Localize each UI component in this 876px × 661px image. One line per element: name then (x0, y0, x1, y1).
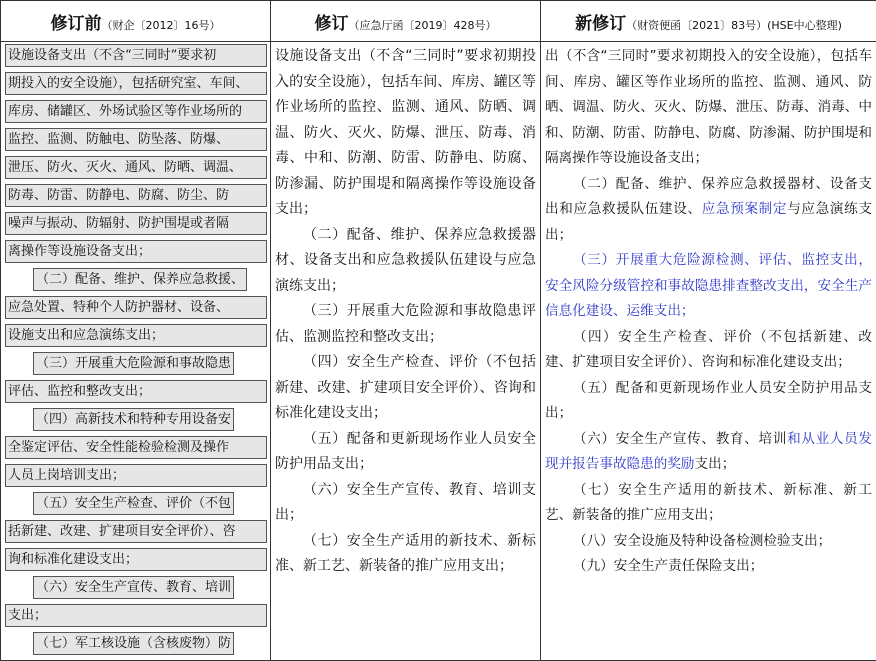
revision-para: （五）配备和更新现场作业人员安全防护用品支出； (275, 427, 536, 478)
before-text-line: 设施设备支出（不含“三同时”要求初 (5, 44, 267, 67)
header-revision (271, 1, 541, 42)
revision-para: （三）开展重大危险源和事故隐患评估、监测监控和整改支出； (275, 299, 536, 350)
before-text-line: 期投入的安全设施），包括研究室、车间、 (5, 72, 267, 95)
before-text-line: 库房、储罐区、外场试验区等作业场所的 (5, 100, 267, 123)
new-para-4: （四）安全生产检查、评价（不包括新建、改建、扩建项目安全评价）、咨询和标准化建设支出； (545, 325, 872, 376)
header-new-revision (541, 1, 876, 42)
before-text-line: （五）安全生产检查、评价（不包 (33, 492, 234, 515)
header-sub: （财企〔2012〕16号） (102, 19, 221, 32)
new-para-7: （七）安全生产适用的新技术、新标准、新工艺、新装备的推广应用支出； (545, 478, 872, 529)
header-sub: （应急厅函〔2019〕428号） (349, 19, 497, 32)
new-para-1: 出（不含“三同时”要求初期投入的安全设施），包括车间、库房、罐区等作业场所的监控、监测、通风、防晒、调温、防火、灭火、防爆、泄压、防毒、消毒、中和、防潮、防雷、防静电、防腐、防渗漏、防护围堤和隔离操作等设施设备支出； (545, 44, 872, 172)
before-text-line: （三）开展重大危险源和事故隐患 (33, 352, 234, 375)
header-sub: （财资便函〔2021〕83号）(HSE中心整理) (626, 19, 842, 32)
revision-para: （二）配备、维护、保养应急救援器材、设备支出和应急救援队伍建设与应急演练支出； (275, 223, 536, 300)
before-text-line: 询和标准化建设支出； (5, 548, 267, 571)
highlight-added: 和从业人员发现并报告事故隐患的奖励 (545, 431, 872, 473)
before-text-line: （六）安全生产宣传、教育、培训 (33, 576, 234, 599)
new-para-5: （五）配备和更新现场作业人员安全防护用品支出； (545, 376, 872, 427)
header-main: 修订前 (51, 14, 102, 34)
before-text-line: 人员上岗培训支出； (5, 464, 267, 487)
header-row (1, 1, 876, 42)
new-para-3: （三）开展重大危险源检测、评估、监控支出，安全风险分级管控和事故隐患排查整改支出，安全生产信息化建设、运维支出； (545, 248, 872, 325)
highlight-added: 应急预案制定 (702, 201, 787, 217)
before-text-line: 噪声与振动、防辐射、防护围堤或者隔 (5, 212, 267, 235)
before-text-line: 泄压、防火、灭火、通风、防晒、调温、 (5, 156, 267, 179)
before-text-line: 全鉴定评估、安全性能检验检测及操作 (5, 436, 267, 459)
header-main: 新修订 (575, 14, 626, 34)
before-text-line: （四）高新技术和特种专用设备安 (33, 408, 234, 431)
before-text-line: （七）军工核设施（含核废物）防 (33, 632, 234, 655)
before-text-line: （二）配备、维护、保养应急救援、 (33, 268, 247, 291)
before-text-line: 支出； (5, 604, 267, 627)
revision-para: （四）安全生产检查、评价（不包括新建、改建、扩建项目安全评价）、咨询和标准化建设支出； (275, 350, 536, 427)
revision-text (271, 42, 540, 580)
content-row (1, 42, 876, 661)
revision-para: （七）安全生产适用的新技术、新标准、新工艺、新装备的推广应用支出； (275, 529, 536, 580)
revision-cell (271, 42, 541, 661)
before-revision-text (1, 42, 270, 660)
before-text-line: 防毒、防雷、防静电、防腐、防尘、防 (5, 184, 267, 207)
before-text-line: 离操作等设施设备支出； (5, 240, 267, 263)
before-text-line: 评估、监控和整改支出； (5, 380, 267, 403)
new-revision-cell (541, 42, 876, 661)
new-para-8: （八）安全设施及特种设备检测检验支出； (545, 529, 872, 555)
header-main: 修订 (315, 14, 349, 34)
before-revision-cell (1, 42, 271, 661)
revision-para: （六）安全生产宣传、教育、培训支出； (275, 478, 536, 529)
new-para-9: （九）安全生产责任保险支出； (545, 554, 872, 580)
new-revision-text (541, 42, 876, 580)
before-text-line: 应急处置、特种个人防护器材、设备、 (5, 296, 267, 319)
before-text-line: 括新建、改建、扩建项目安全评价）、咨 (5, 520, 267, 543)
before-text-line: 监控、监测、防触电、防坠落、防爆、 (5, 128, 267, 151)
before-text-line: 设施支出和应急演练支出； (5, 324, 267, 347)
new-para-2: （二）配备、维护、保养应急救援器材、设备支出和应急救援队伍建设、应急预案制定与应急演练支出； (545, 172, 872, 249)
revision-para: 设施设备支出（不含“三同时”要求初期投入的安全设施），包括车间、库房、罐区等作业场所的监控、监测、通风、防晒、调温、防火、灭火、防爆、泄压、防毒、消毒、中和、防潮、防雷、防静电、防腐、防渗漏、防护围堤和隔离操作等设施设备支出； (275, 44, 536, 223)
new-para-6: （六）安全生产宣传、教育、培训和从业人员发现并报告事故隐患的奖励支出； (545, 427, 872, 478)
header-before-revision (1, 1, 271, 42)
